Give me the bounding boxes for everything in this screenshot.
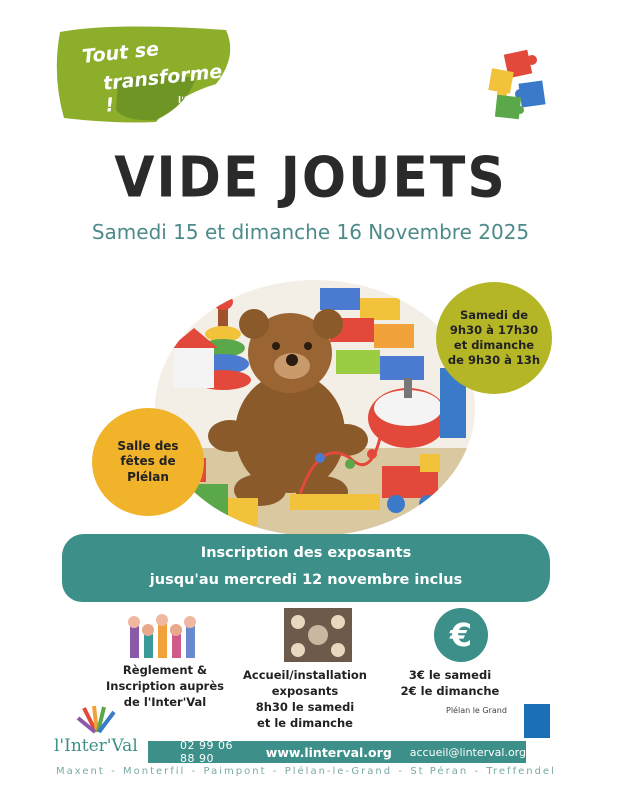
town-separator: -: [398, 766, 405, 777]
contact-bar: [148, 741, 526, 763]
badge-slogan-line1: Tout se: [81, 38, 160, 68]
page-title: VIDE JOUETS: [114, 145, 507, 211]
toys-illustration: [150, 258, 480, 538]
venue-badge: [92, 408, 204, 516]
town-name: Monterfil: [122, 766, 186, 777]
raised-hands-icon: [126, 608, 202, 658]
registration-info: [100, 662, 230, 710]
registration-banner: [62, 534, 550, 602]
venue-line: Plélan: [127, 469, 169, 484]
town-name: Paimpont: [203, 766, 267, 777]
venue-line: Salle des: [117, 438, 179, 453]
plelan-logo: [446, 706, 520, 715]
event-dates: Samedi 15 et dimanche 16 Novembre 2025: [91, 220, 530, 244]
opening-hours-badge: [436, 282, 552, 394]
price-info: [385, 667, 515, 699]
badge-brand: l'Inter'Val: [178, 96, 227, 106]
town-name: St Péran: [410, 766, 469, 777]
info-line: Règlement &: [122, 663, 208, 677]
town-name: Maxent: [56, 766, 105, 777]
puzzle-icon: [486, 48, 556, 128]
town-separator: -: [474, 766, 481, 777]
town-name: Plélan-le-Grand: [284, 766, 393, 777]
plelan-logo-text: Plélan le Grand: [446, 706, 507, 715]
info-line: Inscription auprès: [106, 679, 224, 694]
phone-number[interactable]: 02 99 06 88 90: [180, 739, 233, 765]
banner-line1: Inscription des exposants: [200, 545, 412, 561]
hours-line: Samedi de: [459, 308, 529, 323]
hours-line: et dimanche: [453, 338, 535, 352]
email-link[interactable]: accueil@linterval.org: [409, 745, 526, 759]
towns-list: [56, 766, 556, 777]
interval-slogan-badge: [56, 26, 236, 124]
caf-logo: [524, 704, 550, 738]
info-line: de l'Inter'Val: [123, 695, 207, 710]
info-line: 3€ le samedi: [408, 668, 492, 682]
town-separator: -: [191, 766, 198, 777]
website-link[interactable]: www.linterval.org: [265, 744, 392, 760]
installation-info: [240, 667, 370, 731]
footer-logo-text: l'Inter'Val: [54, 736, 138, 756]
banner-line2: jusqu'au mercredi 12 novembre inclus: [149, 572, 463, 588]
hours-line: de 9h30 à 13h: [447, 352, 541, 367]
euro-icon: €: [434, 608, 488, 662]
venue-line: fêtes de: [120, 454, 176, 469]
town-name: Treffendel: [486, 766, 556, 777]
info-line: 8h30 le samedi: [255, 700, 355, 715]
info-line: 2€ le dimanche: [400, 684, 500, 699]
town-separator: -: [272, 766, 279, 777]
coffee-gathering-icon: [284, 608, 352, 662]
info-line: et le dimanche: [257, 716, 353, 731]
info-line: Accueil/installation: [242, 668, 367, 682]
badge-slogan-line2: transforme !: [102, 60, 224, 117]
hours-line: 9h30 à 17h30: [449, 323, 539, 338]
town-separator: -: [111, 766, 117, 777]
interval-logo-icon: [76, 704, 118, 734]
info-line: exposants: [271, 684, 339, 699]
